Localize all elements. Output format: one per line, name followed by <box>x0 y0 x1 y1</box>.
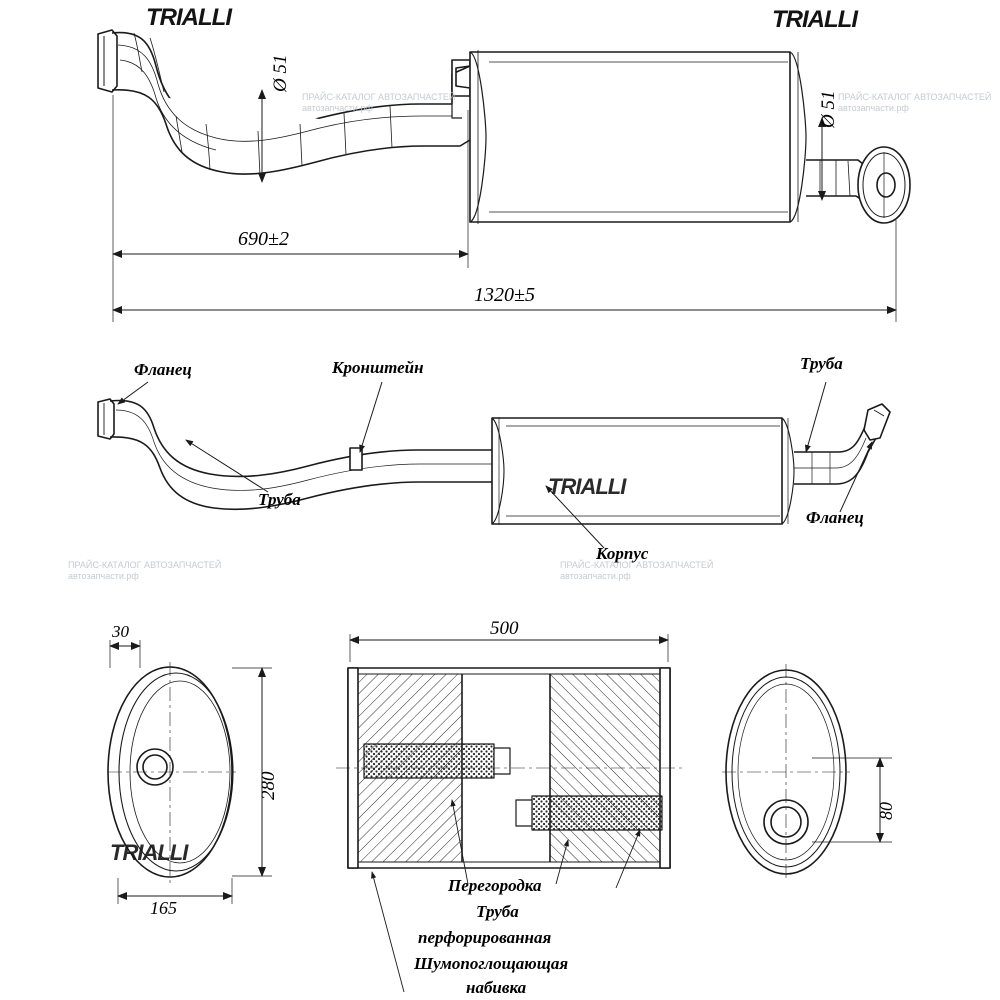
callout-baffle: Перегородка <box>448 876 542 895</box>
dim-flange-thickness: 30 <box>112 622 129 641</box>
callout-sound-absorbing-1: Шумопоглощающая <box>414 954 569 973</box>
brand-logo-top-right: TRIALLI <box>772 6 857 33</box>
watermark-middle-left: ПРАЙС-КАТАЛОГ АВТОЗАПЧАСТЕЙ автозапчасти.рф <box>68 560 222 581</box>
callout-flange-right: Фланец <box>806 508 864 527</box>
callout-bracket: Кронштейн <box>332 358 424 377</box>
brand-logo-middle: TRIALLI <box>548 474 626 499</box>
dim-length-to-body: 690±2 <box>238 228 289 250</box>
callout-perforated-pipe-2: перфорированная <box>418 928 552 947</box>
brand-logo-bottom: TRIALLI <box>110 840 188 865</box>
body-cutaway-section <box>336 668 684 868</box>
top-view-geometry <box>98 30 910 224</box>
callout-body: Корпус <box>596 544 649 563</box>
callout-perforated-pipe-1: Труба <box>476 902 519 921</box>
right-oval-section <box>722 664 850 882</box>
callout-pipe-left: Труба <box>258 490 301 509</box>
dim-body-length: 500 <box>490 618 519 639</box>
middle-view-geometry <box>98 399 890 525</box>
dim-outlet-offset: 80 <box>876 802 896 820</box>
watermark-top-right: ПРАЙС-КАТАЛОГ АВТОЗАПЧАСТЕЙ автозапчасти.рф <box>838 92 992 113</box>
dim-pipe-in-diameter: Ø 51 <box>270 54 291 92</box>
callout-pipe-right: Труба <box>800 354 843 373</box>
dim-pipe-out-diameter: Ø 51 <box>818 90 839 128</box>
callout-sound-absorbing-2: набивка <box>466 978 527 997</box>
watermark-top-left: ПРАЙС-КАТАЛОГ АВТОЗАПЧАСТЕЙ автозапчасти.рф <box>302 92 456 113</box>
dim-body-height: 280 <box>258 771 279 800</box>
watermark-middle-right: ПРАЙС-КАТАЛОГ АВТОЗАПЧАСТЕЙ автозапчасти.рф <box>560 560 714 581</box>
brand-logo-top: TRIALLI <box>146 4 231 31</box>
dim-body-width: 165 <box>150 898 177 918</box>
dim-overall-length: 1320±5 <box>474 284 535 306</box>
callout-flange-left: Фланец <box>134 360 192 379</box>
